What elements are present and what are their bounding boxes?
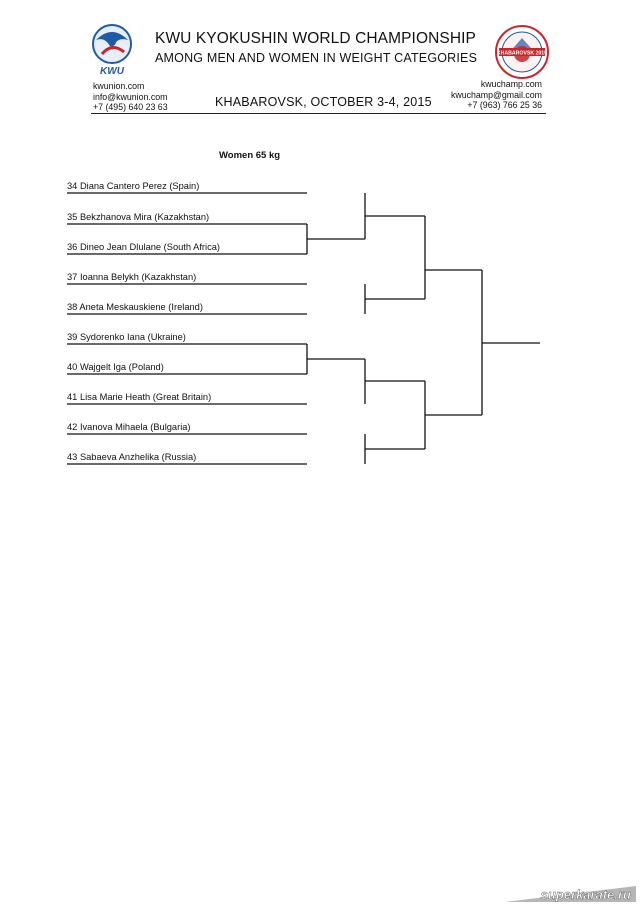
competitor-name: Lisa Marie Heath (Great Britain) xyxy=(79,392,212,402)
competitor-name: Ivanova Mihaela (Bulgaria) xyxy=(79,422,191,432)
competitor-entry xyxy=(67,272,196,282)
competitor-number: 39 xyxy=(67,332,78,342)
watermark-text: superkarate.ru xyxy=(540,887,631,902)
competitor-name: Aneta Meskauskiene (Ireland) xyxy=(79,302,203,312)
competitor-number: 36 xyxy=(67,242,78,252)
competitor-entry xyxy=(67,181,199,191)
competitor-number: 40 xyxy=(67,362,78,372)
competitor-number: 42 xyxy=(67,422,78,432)
contact-phone: +7 (963) 766 25 36 xyxy=(467,100,542,110)
contacts-left xyxy=(93,81,168,113)
competitor-entry xyxy=(67,422,191,432)
category-title: Women 65 kg xyxy=(219,150,281,161)
superkarate-watermark xyxy=(501,882,636,902)
competitor-name: Sabaeva Anzhelika (Russia) xyxy=(79,452,197,462)
championship-subtitle: AMONG MEN AND WOMEN IN WEIGHT CATEGORIES xyxy=(155,51,478,65)
contact-website[interactable]: kwunion.com xyxy=(93,81,145,91)
championship-title: KWU KYOKUSHIN WORLD CHAMPIONSHIP xyxy=(155,30,476,47)
competitor-number: 38 xyxy=(67,302,78,312)
city-date: KHABAROVSK, OCTOBER 3-4, 2015 xyxy=(215,95,432,109)
competitor-entry xyxy=(67,302,203,312)
contact-phone: +7 (495) 640 23 63 xyxy=(93,102,168,112)
competitor-number: 43 xyxy=(67,452,78,462)
competitor-entry xyxy=(67,362,164,372)
contact-website[interactable]: kwuchamp.com xyxy=(480,79,542,89)
competitor-name: Wajgelt Iga (Poland) xyxy=(79,362,164,372)
competitor-name: Bekzhanova Mira (Kazakhstan) xyxy=(79,212,210,222)
contact-email[interactable]: kwuchamp@gmail.com xyxy=(450,89,542,100)
competitor-entry xyxy=(67,452,196,462)
header-divider xyxy=(91,113,546,114)
competitor-entry xyxy=(67,242,220,252)
championship-emblem xyxy=(494,24,550,80)
competitor-number: 41 xyxy=(67,392,78,402)
competitor-name: Ioanna Belykh (Kazakhstan) xyxy=(79,272,197,282)
emblem-text: KHABAROVSK 2015 xyxy=(496,50,548,57)
competitor-number: 35 xyxy=(67,212,78,222)
kwu-logo-text: KWU xyxy=(100,66,124,77)
competitor-name: Diana Cantero Perez (Spain) xyxy=(79,181,200,191)
competitor-name: Sydorenko Iana (Ukraine) xyxy=(79,332,186,342)
contacts-right xyxy=(420,79,542,111)
competitor-number: 34 xyxy=(67,181,78,191)
competitor-number: 37 xyxy=(67,272,78,282)
contact-email[interactable]: info@kwunion.com xyxy=(93,91,168,102)
kwu-logo xyxy=(82,20,144,80)
competitor-entry xyxy=(67,332,186,342)
competitor-name: Dineo Jean Dlulane (South Africa) xyxy=(79,242,220,252)
competitor-entry xyxy=(67,212,209,222)
competitor-entry xyxy=(67,392,211,402)
